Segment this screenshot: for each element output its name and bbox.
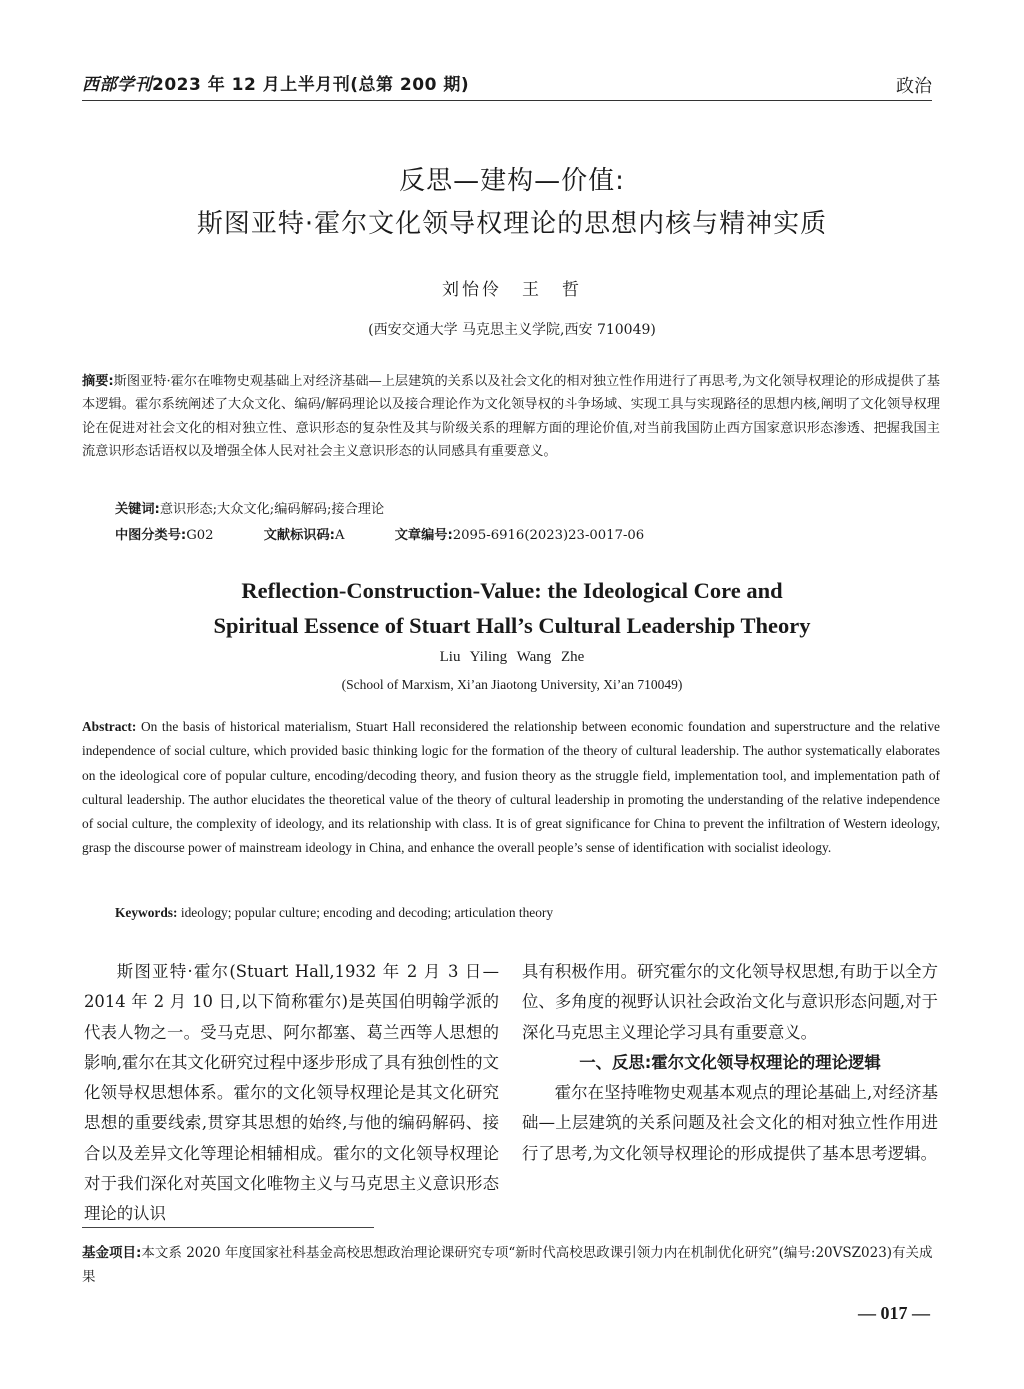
- keywords-zh-label: 关键词:: [115, 502, 160, 517]
- keywords-en-label: Keywords:: [115, 905, 178, 920]
- journal-logo: 西部学刊: [82, 75, 152, 95]
- issue-info: 2023 年 12 月上半月刊(总第 200 期): [152, 75, 470, 95]
- title-en-line2: Spiritual Essence of Stuart Hall’s Cultural Leadership Theory: [213, 613, 811, 638]
- document-code: 文献标识码:A: [263, 528, 345, 543]
- authors-zh: 刘怡伶 王 哲: [442, 280, 582, 300]
- keywords-en-text: ideology; popular culture; encoding and decoding; articulation theory: [180, 905, 554, 920]
- header-divider: [82, 100, 932, 101]
- section-heading: 一、反思:霍尔文化领导权理论的理论逻辑: [579, 1052, 881, 1072]
- abstract-en-label: Abstract:: [82, 719, 137, 734]
- footnote-divider: [82, 1227, 374, 1228]
- affiliation-zh: (西安交通大学 马克思主义学院,西安 710049): [368, 322, 656, 338]
- funding-footnote: [82, 1241, 940, 1289]
- body-paragraph: 具有积极作用。研究霍尔的文化领导权思想,有助于以全方位、多角度的视野认识社会政治文化与意识形态问题,对于深化马克思主义理论学习具有重要意义。: [522, 962, 938, 1042]
- authors-en: Liu Yiling Wang Zhe: [439, 649, 585, 665]
- article-number: 文章编号:2095-6916(2023)23-0017-06: [394, 528, 645, 543]
- clc-code: 中图分类号:G02: [115, 528, 214, 543]
- abstract-zh-text: 斯图亚特·霍尔在唯物史观基础上对经济基础—上层建筑的关系以及社会文化的相对独立性作用进行了再思考,为文化领导权理论的形成提供了基本逻辑。霍尔系统阐述了大众文化、编码/解码理论以及接合理论作为文化领导权的斗争场域、实现工具与实现路径的思想内核,阐明了文化领导权理论在促进对社会文化的相对独立性、意识形态的复杂性及其与阶级关系的理解方面的理论价值,对当前我国防止西方国家意识形态渗透、把握我国主流意识形态话语权以及增强全体人民对社会主义意识形态的认同感具有重要意义。: [82, 374, 940, 459]
- running-header: [82, 70, 469, 95]
- title-zh-line1: 反思—建构—价值:: [399, 166, 625, 196]
- title-en-line1: Reflection-Construction-Value: the Ideological Core and: [241, 578, 783, 603]
- keywords-en: [115, 905, 553, 921]
- section-label: 政治: [896, 76, 932, 97]
- classification-row: [115, 524, 644, 543]
- affiliation-en: (School of Marxism, Xi’an Jiaotong University, Xi’an 710049): [341, 677, 683, 692]
- title-zh-line2: 斯图亚特·霍尔文化领导权理论的思想内核与精神实质: [196, 209, 828, 239]
- body-column-left: 斯图亚特·霍尔(Stuart Hall,1932 年 2 月 3 日—2014 年 2 月 10 日,以下简称霍尔)是英国伯明翰学派的代表人物之一。受马克思、阿尔都塞、葛兰西等人思想的影响,霍尔在其文化研究过程中逐步形成了具有独创性的文化领导权思想体系。霍尔的文化领导权理论是其文化研究思想的重要线索,贯穿其思想的始终,与他的编码解码、接合以及差异文化等理论相辅相成。霍尔的文化领导权理论对于我们深化对英国文化唯物主义与马克思主义意识形态理论的认识: [84, 962, 499, 1224]
- abstract-zh: [82, 370, 940, 463]
- abstract-zh-label: 摘要:: [82, 374, 114, 389]
- body-paragraph: 霍尔在坚持唯物史观基本观点的理论基础上,对经济基础—上层建筑的关系问题及社会文化的相对独立性作用进行了思考,为文化领导权理论的形成提供了基本思考逻辑。: [522, 1083, 938, 1163]
- keywords-zh-text: 意识形态;大众文化;编码解码;接合理论: [159, 502, 385, 517]
- footnote-text: 本文系 2020 年度国家社科基金高校思想政治理论课研究专项“新时代高校思政课引领力内在机制优化研究”(编号:20VSZ023)有关成果: [82, 1245, 933, 1285]
- footnote-label: 基金项目:: [82, 1245, 142, 1261]
- abstract-en-text: On the basis of historical materialism, Stuart Hall reconsidered the relationship between economic foundation and superstructure and the relative independence of social culture, which provided basic thinking logic for the formation of the theory of cultural leadership. The author systematically elaborates on the ideological core of popular culture, encoding/decoding theory, and fusion theory as the struggle field, implementation tool, and implementation path of cultural leadership. The author elucidates the theoretical value of the theory of cultural leadership in promoting the understanding of the relative independence of social culture, the complexity of ideology, and its relationship with class. It is of great significance for China to prevent the infiltration of Western ideology, grasp the discourse power of mainstream ideology in China, and enhance the overall people’s sense of identification with socialist ideology.: [82, 719, 940, 856]
- keywords-zh: [115, 498, 384, 517]
- page-number: — 017 —: [858, 1303, 930, 1323]
- body-column-right: [522, 957, 938, 1169]
- abstract-en: [82, 715, 940, 861]
